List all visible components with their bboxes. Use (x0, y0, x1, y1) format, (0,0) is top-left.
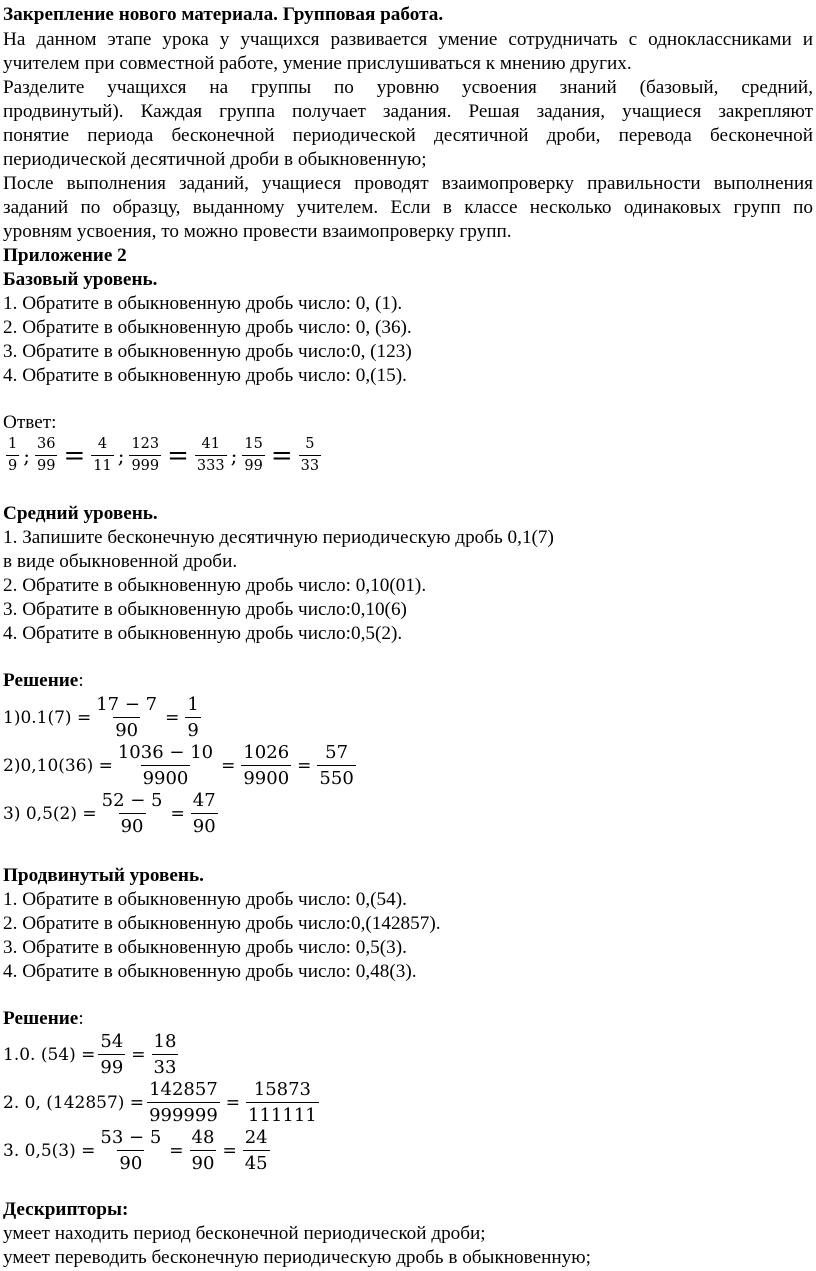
section-heading: Закрепление нового материала. Групповая работа. (3, 4, 444, 25)
descriptors-title: Дескрипторы: (3, 1199, 129, 1220)
advanced-solution-1: 1.0. (54) = $\frac{54}{99}$ = $\frac{18}{33}$ (3, 1031, 177, 1078)
fraction: $\frac{1}{9}$ (8, 436, 18, 474)
intro-paragraph-line: Разделите учащихся на группы по уровню усвоения знаний (базовый, средний, (3, 77, 813, 98)
advanced-task: 1. Обратите в обыкновенную дробь число: 0,(54). (3, 889, 407, 910)
fraction: $\frac{52 - 5}{90}$ (101, 790, 163, 837)
middle-solution-2: 2)0,10(36) = $\frac{1036 - 10}{9900}$ = $\frac{1026}{9900}$ = $\frac{57}{550}$ (3, 742, 354, 789)
advanced-level-title: Продвинутый уровень. (3, 865, 204, 886)
fraction: $\frac{18}{33}$ (153, 1031, 177, 1078)
fraction: $\frac{15873}{111111}$ (248, 1079, 317, 1126)
fraction: $\frac{123}{999}$ (131, 436, 160, 474)
intro-paragraph-line: После выполнения заданий, учащиеся проводят взаимопроверку правильности выполнения (3, 173, 813, 194)
fraction: $\frac{41}{333}$ (196, 436, 225, 474)
advanced-solution-2: 2. 0, (142857) = $\frac{142857}{999999}$ = $\frac{15873}{111111}$ (3, 1079, 317, 1126)
fraction: $\frac{36}{99}$ (36, 436, 56, 474)
fraction: $\frac{142857}{999999}$ (149, 1079, 218, 1126)
intro-paragraph-line: уровням усвоения, то можно провести взаимопроверку групп. (3, 221, 512, 242)
advanced-solution-label: Решение: (3, 1008, 84, 1029)
fraction: $\frac{1036 - 10}{9900}$ (117, 742, 214, 789)
advanced-task: 2. Обратите в обыкновенную дробь число:0,(142857). (3, 913, 441, 934)
middle-task: 2. Обратите в обыкновенную дробь число: 0,10(01). (3, 575, 427, 596)
appendix-title: Приложение 2 (3, 245, 127, 266)
intro-paragraph-line: На данном этапе урока у учащихся развивается умение сотрудничать с одноклассниками и (3, 29, 813, 50)
fraction: $\frac{53 - 5}{90}$ (100, 1127, 162, 1174)
basic-task: 3. Обратите в обыкновенную дробь число:0, (123) (3, 341, 412, 362)
fraction: $\frac{5}{33}$ (300, 436, 320, 474)
fraction: $\frac{1026}{9900}$ (243, 742, 290, 789)
intro-paragraph-line: понятие периода бесконечной периодической десятичной дроби, перевода бесконечной (3, 125, 813, 146)
basic-task: 4. Обратите в обыкновенную дробь число: 0,(15). (3, 365, 407, 386)
intro-paragraph-line: учителем при совместной работе, умение прислушиваться к мнению других. (3, 53, 632, 74)
intro-paragraph-line: продвинутый). Каждая группа получает задания. Решая задания, учащиеся закрепляют (3, 101, 813, 122)
advanced-solution-3: 3. 0,5(3) = $\frac{53 - 5}{90}$ = $\frac{48}{90}$ = $\frac{24}{45}$ (3, 1127, 268, 1174)
advanced-task: 4. Обратите в обыкновенную дробь число: 0,48(3). (3, 961, 417, 982)
middle-solution-label: Решение: (3, 670, 84, 691)
intro-paragraph-line: периодической десятичной дроби в обыкновенную; (3, 149, 427, 170)
descriptor-item: умеет находить период бесконечной периодической дроби; (3, 1223, 486, 1244)
descriptor-item: умеет переводить бесконечную периодическую дробь в обыкновенную; (3, 1247, 591, 1268)
fraction: $\frac{47}{90}$ (192, 790, 216, 837)
middle-task: в виде обыкновенной дроби. (3, 551, 238, 572)
fraction: $\frac{24}{45}$ (244, 1127, 268, 1174)
fraction: $\frac{17 - 7}{90}$ (96, 694, 158, 741)
basic-task: 2. Обратите в обыкновенную дробь число: 0, (36). (3, 317, 412, 338)
fraction: $\frac{57}{550}$ (319, 742, 354, 789)
intro-paragraph-line: заданий по образцу, выданному учителем. Если в классе несколько одинаковых групп по (3, 197, 813, 218)
middle-task: 1. Запишите бесконечную десятичную периодическую дробь 0,1(7) (3, 527, 554, 548)
middle-level-title: Средний уровень. (3, 503, 158, 524)
basic-level-title: Базовый уровень. (3, 269, 158, 290)
middle-solution-1: 1)0.1(7) = $\frac{17 - 7}{90}$ = $\frac{1}{9}$ (3, 694, 199, 741)
basic-answer-formula: $\frac{1}{9}$ ; $\frac{36}{99}$ = $\frac{4}{11}$ ; $\frac{123}{999}$ = $\frac{41}{333}$ ; $\frac{15}{99}$ = $\frac{5}{33}$ (8, 436, 320, 474)
advanced-task: 3. Обратите в обыкновенную дробь число: 0,5(3). (3, 937, 407, 958)
answer-label: Ответ: (3, 412, 57, 433)
middle-task: 3. Обратите в обыкновенную дробь число:0,10(6) (3, 599, 407, 620)
middle-task: 4. Обратите в обыкновенную дробь число:0,5(2). (3, 623, 403, 644)
fraction: $\frac{1}{9}$ (187, 694, 199, 741)
fraction: $\frac{54}{99}$ (100, 1031, 124, 1078)
fraction: $\frac{15}{99}$ (244, 436, 263, 474)
fraction: $\frac{48}{90}$ (191, 1127, 215, 1174)
fraction: $\frac{4}{11}$ (93, 436, 112, 474)
basic-task: 1. Обратите в обыкновенную дробь число: 0, (1). (3, 293, 403, 314)
middle-solution-3: 3) 0,5(2) = $\frac{52 - 5}{90}$ = $\frac{47}{90}$ (3, 790, 216, 837)
